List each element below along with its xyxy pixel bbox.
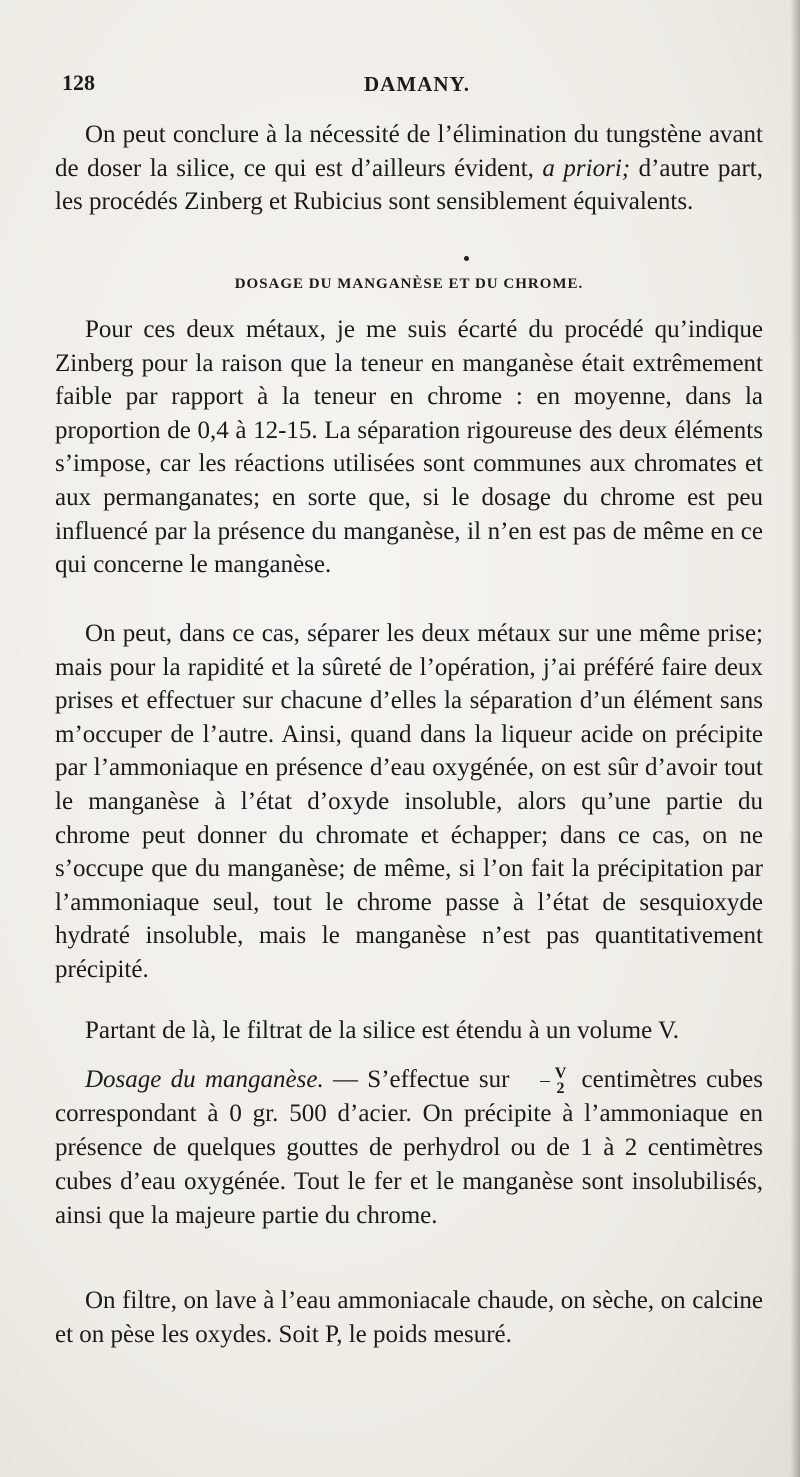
running-head: DAMANY. xyxy=(364,72,470,96)
p3-text: On peut, dans ce cas, séparer les deux métaux sur une même prise; mais pour la rapidité et la sûreté de l’opération, j’ai préféré faire deux prises et effectuer sur chacune d’elles la séparation d’un élément sans m’occuper de l’autre. Ainsi, quand dans la liqueur acide on précipite par l’ammoniaque en présence d’eau oxygénée, on est sûr d’avoir tout le manganèse à l’état d’oxyde insoluble, alors qu’une partie du chrome peut donner du chromate et échapper; dans ce cas, on ne s’occupe que du manganèse; de même, si l’on fait la précipitation par l’ammoniaque seul, tout le chrome passe à l’état de sesquioxyde hydraté insoluble, mais le manganèse n’est pas quantitativement précipité. xyxy=(55,620,763,983)
fraction-v-over-2 xyxy=(525,1064,567,1097)
p4-text: Partant de là, le filtrat de la silice est étendu à un volume V. xyxy=(85,1017,680,1044)
paragraph-4 xyxy=(55,1014,763,1048)
section-title: DOSAGE DU MANGANÈSE ET DU CHROME. xyxy=(234,276,584,292)
page-edge-shadow xyxy=(790,0,800,1477)
frac-numerator: V xyxy=(554,1064,567,1082)
paragraph-6 xyxy=(55,1284,763,1351)
paragraph-1 xyxy=(55,118,763,219)
p2-text: Pour ces deux métaux, je me suis écarté du procédé qu’indique Zinberg pour la raison que la teneur en manganèse était extrêmement faible par rapport à la teneur en chrome : en moyenne, dans la proportion de 0,4 à 12-15. La séparation rigoureuse des deux éléments s’impose, car les réactions utilisées sont communes aux chromates et aux permanganates; en sorte que, si le dosage du chrome est peu influencé par la présence du manganèse, il n’en est pas de même en ce qui concerne le manganèse. xyxy=(55,316,763,579)
p1-italic: a priori; xyxy=(542,154,631,182)
p5-rest: centimètres cubes correspondant à 0 gr. 500 d’acier. On précipite à l’ammoniaque en présence de quelques gouttes de perhydrol ou de 1 à 2 centimètres cubes d’eau oxygénée. Tout le fer et le manganèse sont insolubilisés, ainsi que la majeure partie du chrome. xyxy=(55,1066,763,1229)
frac-denominator: 2 xyxy=(556,1079,565,1097)
p5-heading: Dosage du manganèse. xyxy=(85,1066,324,1093)
separator-dot xyxy=(464,256,469,261)
p5-dash: — S’effectue sur xyxy=(323,1066,519,1093)
paragraph-3 xyxy=(55,617,763,987)
p1-after: d’autre part, les procédés Zinberg et Rubicius sont sensiblement équivalents. xyxy=(55,154,763,216)
paragraph-2 xyxy=(55,313,763,582)
page-header xyxy=(62,70,762,100)
paragraph-5 xyxy=(55,1063,763,1233)
p6-text: On filtre, on lave à l’eau ammoniacale chaude, on sèche, on calcine et on pèse les oxydes. Soit P, le poids mesuré. xyxy=(55,1287,763,1348)
page-number: 128 xyxy=(62,70,95,95)
p1-before: On peut conclure à la nécessité de l’élimination du tungstène avant de doser la silice, ce qui est d’ailleurs évident, xyxy=(55,121,763,182)
